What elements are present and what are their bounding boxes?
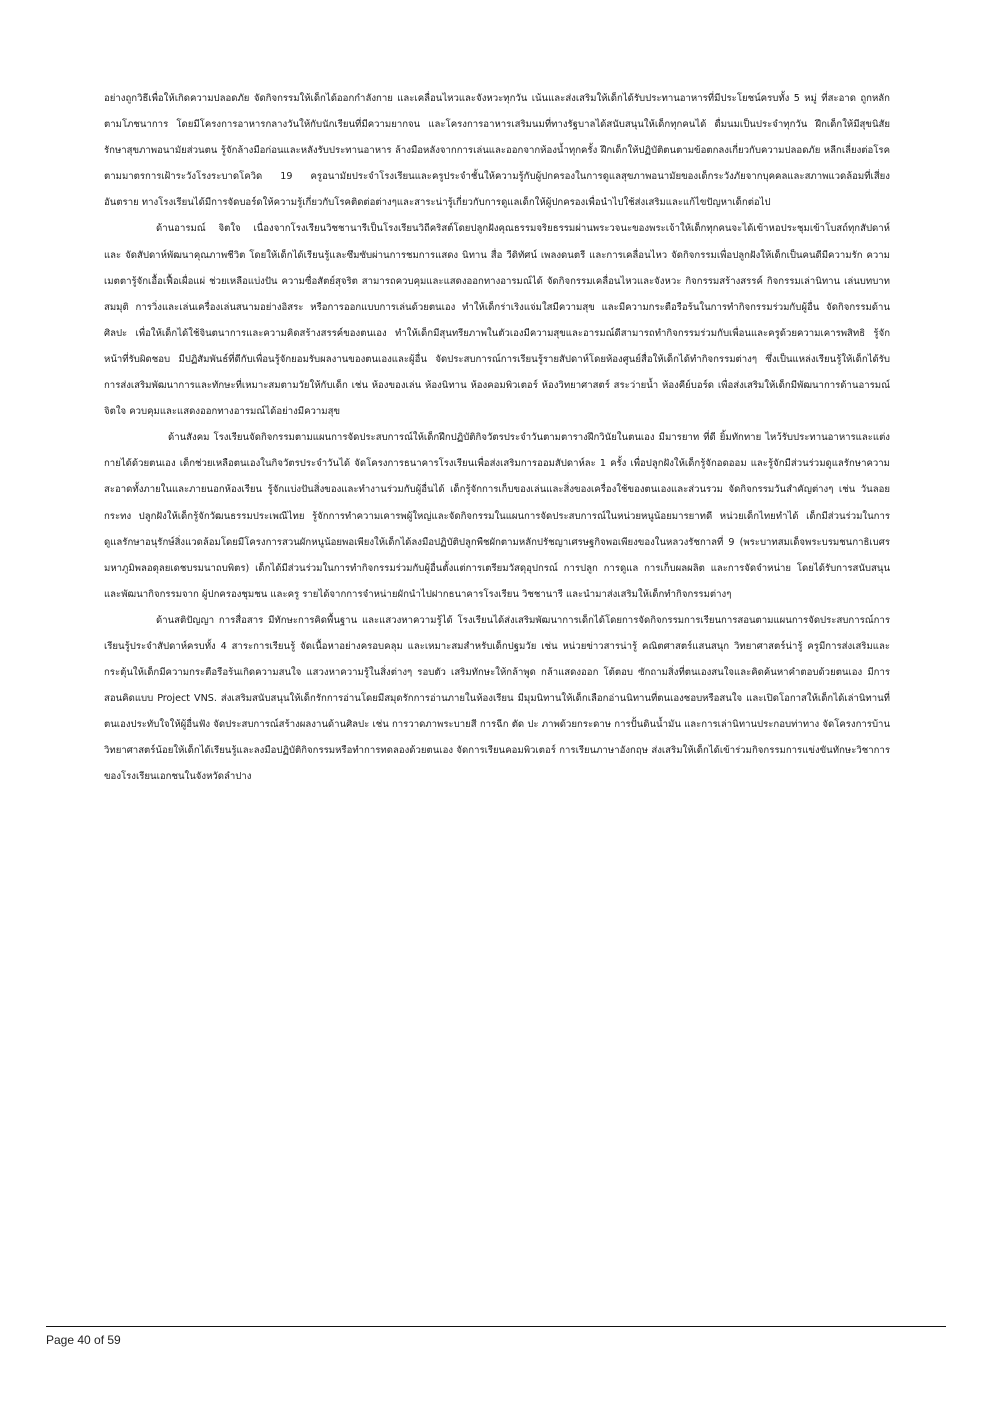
paragraph-intellectual: ด้านสติปัญญา การสื่อสาร มีทักษะการคิดพื้นฐาน และแสวงหาความรู้ได้ โรงเรียนได้ส่งเสริมพัฒนาการเด็กได้โดยการจัดกิจกรรมการเรียนการสอนตามแผนการจัดประสบการณ์การเรียนรู้ประจำสัปดาห์ครบทั้ง 4 สาระการเรียนรู้ จัดเนื้อหาอย่างครอบคลุม และเหมาะสมสำหรับเด็กปฐมวัย เช่น หน่วยข่าวสารน่ารู้ คณิตศาสตร์แสนสนุก วิทยาศาสตร์น่ารู้ ครูมีการส่งเสริมและกระตุ้นให้เด็กมีความกระตือรือร้นเกิดความสนใจ แสวงหาความรู้ในสิ่งต่างๆ รอบตัว เสริมทักษะให้กล้าพูด กล้าแสดงออก โต้ตอบ ซักถามสิ่งที่ตนเองสนใจและคิดค้นหาคำตอบด้วยตนเอง มีการสอนคิดแบบ Project VNS. ส่งเสริมสนับสนุนให้เด็กรักการอ่านโดยมีสมุดรักการอ่านภายในห้องเรียน มีมุมนิทานให้เด็กเลือกอ่านนิทานที่ตนเองชอบหรือสนใจ และเปิดโอกาสให้เด็กได้เล่านิทานที่ตนเองประทับใจให้ผู้อื่นฟัง จัดประสบการณ์สร้างผลงานด้านศิลปะ เช่น การวาดภาพระบายสี การฉีก ตัด ปะ ภาพด้วยกระดาษ การปั้นดินน้ำมัน และการเล่านิทานประกอบท่าทาง จัดโครงการบ้านวิทยาศาสตร์น้อยให้เด็กได้เรียนรู้และลงมือปฏิบัติกิจกรรมหรือทำการทดลองด้วยตนเอง จัดการเรียนคอมพิวเตอร์ การเรียนภาษาอังกฤษ ส่งเสริมให้เด็กได้เข้าร่วมกิจกรรมการแข่งขันทักษะวิชาการของโรงเรียนเอกชนในจังหวัดลำปาง [104, 614, 891, 783]
paragraph-emotional: ด้านอารมณ์ จิตใจ เนื่องจากโรงเรียนวิชชานารีเป็นโรงเรียนวิถีคริสต์โดยปลูกฝังคุณธรรมจริยธรรมผ่านพระวจนะของพระเจ้าให้เด็กทุกคนจะได้เข้าหอประชุมเข้าโบสถ์ทุกสัปดาห์ และ จัดสัปดาห์พัฒนาคุณภาพชีวิต โดยให้เด็กได้เรียนรู้และซึมซับผ่านการชมการแสดง นิทาน สื่อ วีดิทัศน์ เพลงดนตรี และการเคลื่อนไหว จัดกิจกรรมเพื่อปลูกฝังให้เด็กเป็นคนดีมีความรัก ความเมตตารู้จักเอื้อเฟื้อเผื่อแผ่ ช่วยเหลือแบ่งปัน ความซื่อสัตย์สุจริต สามารถควบคุมและแสดงออกทางอารมณ์ได้ จัดกิจกรรมเคลื่อนไหวและจังหวะ กิจกรรมสร้างสรรค์ กิจกรรมเล่านิทาน เล่นบทบาทสมมุติ การวิ่งและเล่นเครื่องเล่นสนามอย่างอิสระ หรือการออกแบบการเล่นด้วยตนเอง ทำให้เด็กร่าเริงแจ่มใสมีความสุข และมีความกระตือรือร้นในการทำกิจกรรมร่วมกับผู้อื่น จัดกิจกรรมด้านศิลปะ เพื่อให้เด็กได้ใช้จินตนาการและความคิดสร้างสรรค์ของตนเอง ทำให้เด็กมีสุนทรียภาพในตัวเองมีความสุขและอารมณ์ดีสามารถทำกิจกรรมร่วมกับเพื่อนและครูด้วยความเคารพสิทธิ รู้จักหน้าที่รับผิดชอบ มีปฏิสัมพันธ์ที่ดีกับเพื่อนรู้จักยอมรับผลงานของตนเองและผู้อื่น จัดประสบการณ์การเรียนรู้รายสัปดาห์โดยห้องศูนย์สื่อให้เด็กได้ทำกิจกรรมต่างๆ ซึ่งเป็นแหล่งเรียนรู้ให้เด็กได้รับการส่งเสริมพัฒนาการและทักษะที่เหมาะสมตามวัยให้กับเด็ก เช่น ห้องของเล่น ห้องนิทาน ห้องคอมพิวเตอร์ ห้องวิทยาศาสตร์ สระว่ายน้ำ ห้องคีย์บอร์ด เพื่อส่งเสริมให้เด็กมีพัฒนาการด้านอารมณ์ จิตใจ ควบคุมและแสดงออกทางอารมณ์ได้อย่างมีความสุข [104, 223, 890, 418]
page-number: Page 40 of 59 [46, 1333, 121, 1347]
paragraph-health: อย่างถูกวิธีเพื่อให้เกิดความปลอดภัย จัดกิจกรรมให้เด็กได้ออกกำลังกาย และเคลื่อนไหวและจังหวะทุกวัน เน้นและส่งเสริมให้เด็กได้รับประทานอาหารที่มีประโยชน์ครบทั้ง 5 หมู่ ที่สะอาด ถูกหลักตามโภชนาการ โดยมีโครงการอาหารกลางวันให้กับนักเรียนที่มีความยากจน และโครงการอาหารเสริมนมที่ทางรัฐบาลได้สนับสนุนให้เด็กทุกคนได้ ดื่มนมเป็นประจำทุกวัน ฝึกเด็กให้มีสุขนิสัยรักษาสุขภาพอนามัยส่วนตน รู้จักล้างมือก่อนและหลังรับประทานอาหาร ล้างมือหลังจากการเล่นและออกจากห้องน้ำทุกครั้ง ฝึกเด็กให้ปฏิบัติตนตามข้อตกลงเกี่ยวกับความปลอดภัย หลีกเลี่ยงต่อโรค ตามมาตรการเฝ้าระวังโรงระบาดโควิด 19 ครูอนามัยประจำโรงเรียนและครูประจำชั้นให้ความรู้กับผู้ปกครองในการดูแลสุขภาพอนามัยของเด็กระวังภัยจากบุคคลและสภาพแวดล้อมที่เสี่ยงอันตราย ทางโรงเรียนได้มีการจัดบอร์ดให้ความรู้เกี่ยวกับโรคติดต่อต่างๆและสาระน่ารู้เกี่ยวกับการดูแลเด็กให้ผู้ปกครองเพื่อนำไปใช้ส่งเสริมและแก้ไขปัญหาเด็กต่อไป [104, 93, 890, 209]
paragraph-social: ด้านสังคม โรงเรียนจัดกิจกรรมตามแผนการจัดประสบการณ์ให้เด็กฝึกปฏิบัติกิจวัตรประจำวันตามตารางฝึกวินัยในตนเอง มีมารยาท ที่ดี ยิ้มทักทาย ไหว้รับประทานอาหารและแต่งกายได้ด้วยตนเอง เด็กช่วยเหลือตนเองในกิจวัตรประจำวันได้ จัดโครงการธนาคารโรงเรียนเพื่อส่งเสริมการออมสัปดาห์ละ 1 ครั้ง เพื่อปลูกฝังให้เด็กรู้จักอดออม และรู้จักมีส่วนร่วมดูแลรักษาความสะอาดทั้งภายในและภายนอกห้องเรียน รู้จักแบ่งปันสิ่งของและทำงานร่วมกับผู้อื่นได้ เด็กรู้จักการเก็บของเล่นและสิ่งของเครื่องใช้ของตนเองและส่วนรวม จัดกิจกรรมวันสำคัญต่างๆ เช่น วันลอยกระทง ปลูกฝังให้เด็กรู้จักวัฒนธรรมประเพณีไทย รู้จักการทำความเคารพผู้ใหญ่และจัดกิจกรรมในแผนการจัดประสบการณ์ในหน่วยหนูน้อยมารยาทดี หน่วยเด็กไทยทำได้ เด็กมีส่วนร่วมในการดูแลรักษาอนุรักษ์สิ่งแวดล้อมโดยมีโครงการสวนผักหนูน้อยพอเพียงให้เด็กได้ลงมือปฏิบัติปลูกพืชผักตามหลักปรัชญาเศรษฐกิจพอเพียงของในหลวงรัชกาลที่ 9 (พระบาทสมเด็จพระบรมชนกาธิเบศร มหาภูมิพลอดุลยเดชบรมนาถบพิตร) เด็กได้มีส่วนร่วมในการทำกิจกรรมร่วมกับผู้อื่นตั้งแต่การเตรียมวัสดุอุปกรณ์ การปลูก การดูแล การเก็บผลผลิต และการจัดจำหน่าย โดยได้รับการสนับสนุนและพัฒนากิจกรรมจาก ผู้ปกครองชุมชน และครู รายได้จากการจำหน่ายผักนำไปฝากธนาคารโรงเรียน วิชชานารี และนำมาส่งเสริมให้เด็กทำกิจกรรมต่างๆ [104, 432, 890, 600]
document-body [104, 86, 890, 791]
footer-divider [46, 1326, 946, 1327]
